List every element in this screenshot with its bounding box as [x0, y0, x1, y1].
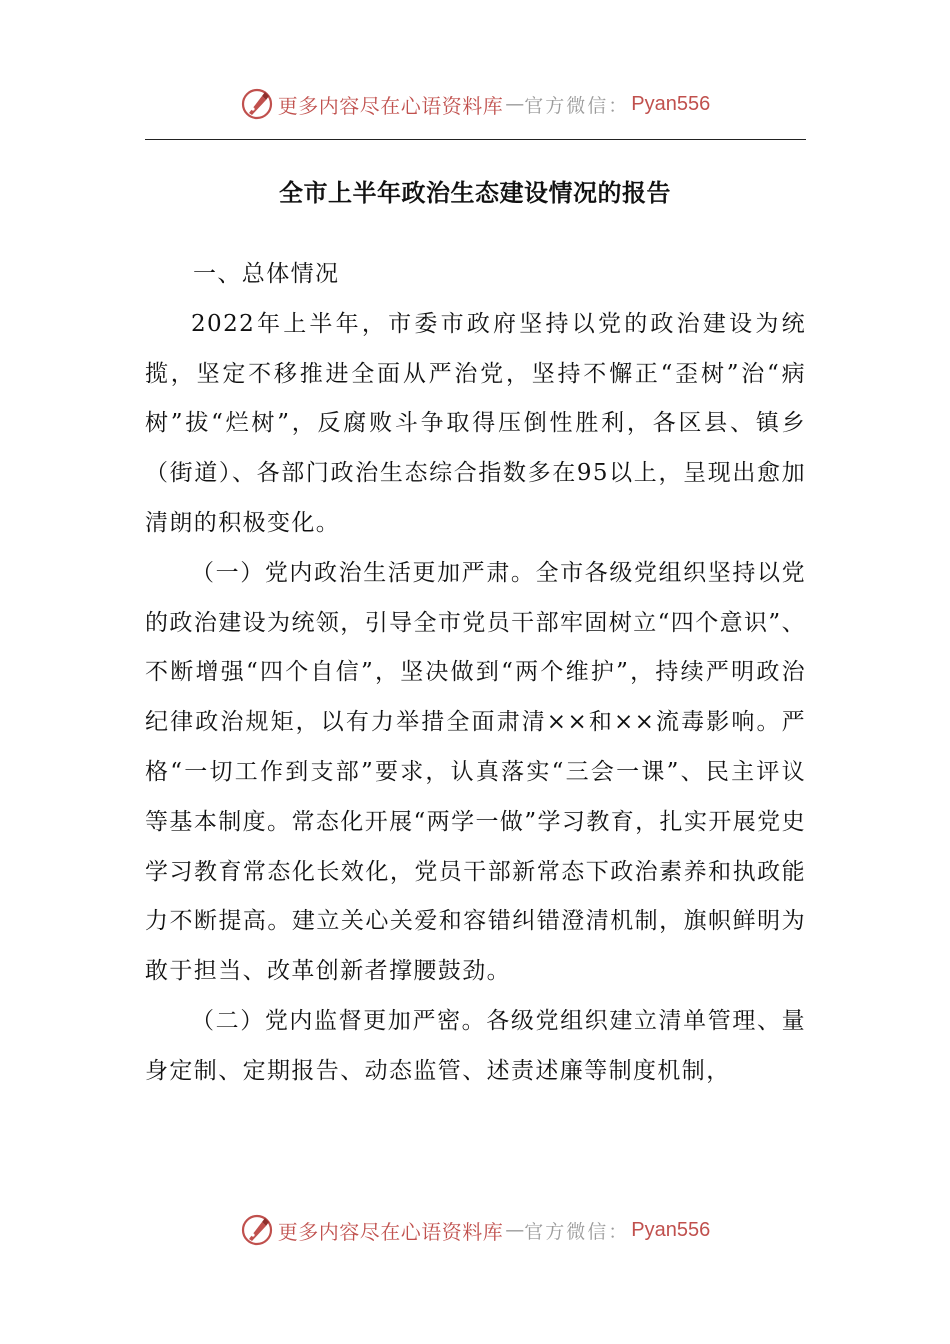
watermark-text: 更多内容尽在心语资料库	[277, 1219, 504, 1244]
header-watermark	[0, 84, 950, 124]
pen-nib-circle-icon	[240, 1213, 274, 1247]
subsection-1-text: 全市各级党组织坚持以党的政治建设为统领，引导全市党员干部牢固树立“四个意识”、不断增强“四个自信”，坚决做到“两个维护”，持续严明政治纪律政治规矩，以有力举措全面肃清××和××流毒影响。严格“一切工作到支部”要求，认真落实“三会一课”、民主评议等基本制度。常态化开展“两学一做”学习教育，扎实开展党史学习教育常态化长效化，党员干部新常态下政治素养和执政能力不断提高。建立关心关爱和容错纠错澄清机制，旗帜鲜明为敢于担当、改革创新者撑腰鼓劲。	[145, 559, 806, 985]
watermark-separator: —	[505, 93, 525, 115]
watermark-separator: —	[505, 1219, 525, 1241]
subsection-2-heading: （二）党内监督更加严密。	[191, 1007, 487, 1034]
document-body	[145, 250, 806, 1097]
watermark-contact-label: 官方微信：	[524, 1220, 630, 1243]
watermark-text: 更多内容尽在心语资料库	[277, 93, 504, 118]
subsection-2-text: 各级党组织建立清单管理、量身定制、定期报告、动态监管、述责述廉等制度机制，	[145, 1007, 806, 1084]
section-heading: 一、总体情况	[193, 261, 340, 287]
subsection-1-paragraph	[145, 549, 806, 997]
footer-watermark	[0, 1210, 950, 1250]
document-title: 全市上半年政治生态建设情况的报告	[279, 179, 671, 207]
intro-paragraph: 2022年上半年，市委市政府坚持以党的政治建设为统揽，坚定不移推进全面从严治党，坚持不懈正“歪树”治“病树”拔“烂树”，反腐败斗争取得压倒性胜利，各区县、镇乡（街道）、各部门政治生态综合指数多在95以上，呈现出愈加清朗的积极变化。	[145, 310, 806, 536]
subsection-1-heading: （一）党内政治生活更加严肃。	[191, 559, 536, 586]
pen-nib-circle-icon	[240, 87, 274, 121]
header-divider	[145, 139, 806, 140]
watermark-contact-id: Pyan556	[631, 92, 711, 115]
subsection-2-paragraph	[145, 997, 806, 1097]
watermark-contact-id: Pyan556	[631, 1218, 711, 1241]
watermark-contact-label: 官方微信：	[524, 94, 630, 117]
